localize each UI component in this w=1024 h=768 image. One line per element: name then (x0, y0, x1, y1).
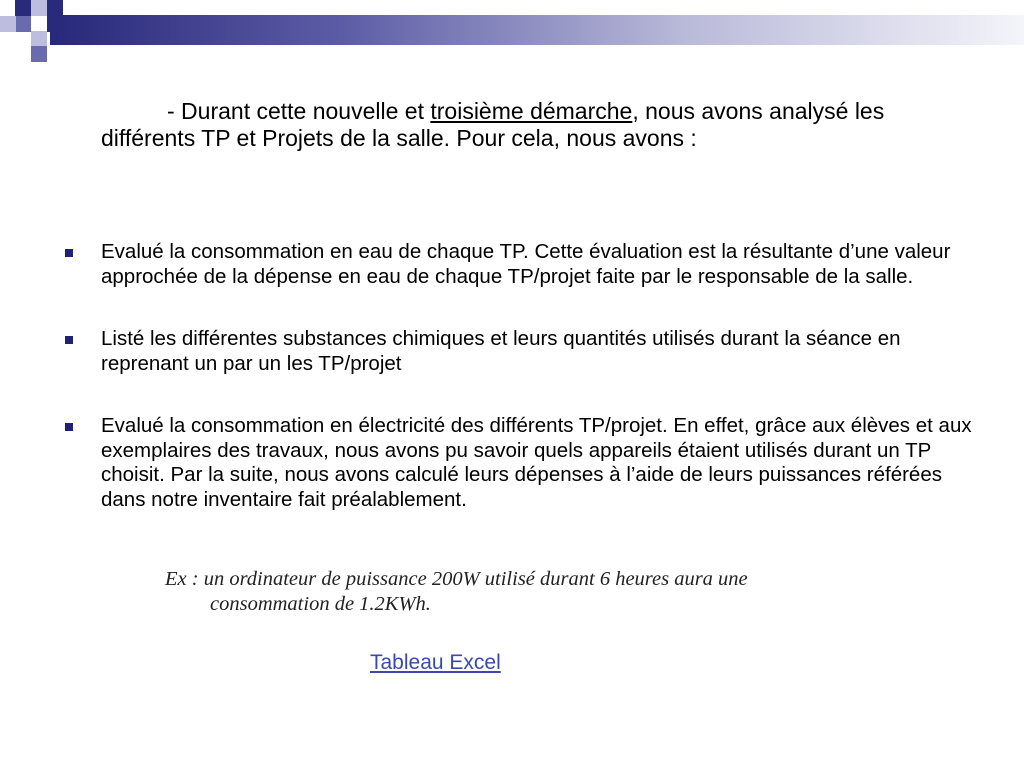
intro-paragraph (101, 98, 911, 152)
decor-square (0, 16, 16, 32)
decor-square (31, 0, 47, 16)
intro-prefix: - Durant cette nouvelle et (167, 98, 431, 124)
bullet-square-icon (65, 423, 73, 431)
decor-square (15, 0, 31, 16)
decor-square (15, 16, 31, 32)
header-gradient-bar (50, 15, 1024, 45)
decor-square (31, 31, 47, 47)
example-note (165, 567, 925, 617)
decor-square (31, 46, 47, 62)
bullet-text: Evalué la consommation en eau de chaque TP. Cette évaluation est la résultante d’une valeur approchée de la dépense en eau de chaque TP/projet faite par le responsable de la salle. (101, 240, 951, 288)
bullet-text: Listé les différentes substances chimiques et leurs quantités utilisés durant la séance en reprenant un par un les TP/projet (101, 327, 901, 375)
intro-underlined: troisième démarche (430, 98, 633, 124)
bullet-list (62, 240, 972, 512)
intro-suffix: , nous avons analysé les différents TP et Projets de la salle. Pour cela, nous avons : (101, 98, 885, 151)
bullet-square-icon (65, 336, 73, 344)
bullet-square-icon (65, 249, 73, 257)
example-line-1: Ex : un ordinateur de puissance 200W utilisé durant 6 heures aura une (165, 568, 748, 590)
bullet-text: Evalué la consommation en électricité des différents TP/projet. En effet, grâce aux élèves et aux exemplaires des travaux, nous avons pu savoir quels appareils étaient utilisés durant un TP choisit. Par la suite, nous avons calculé leurs dépenses à l’aide de leurs puissances référées dans notre inventaire fait préalablement. (101, 414, 972, 511)
list-item (62, 414, 972, 512)
list-item (62, 327, 972, 376)
example-line-2: consommation de 1.2KWh. (210, 593, 431, 615)
decor-square (47, 0, 63, 16)
list-item (62, 240, 972, 289)
decor-square (47, 16, 63, 32)
tableau-excel-link[interactable]: Tableau Excel (370, 651, 501, 674)
